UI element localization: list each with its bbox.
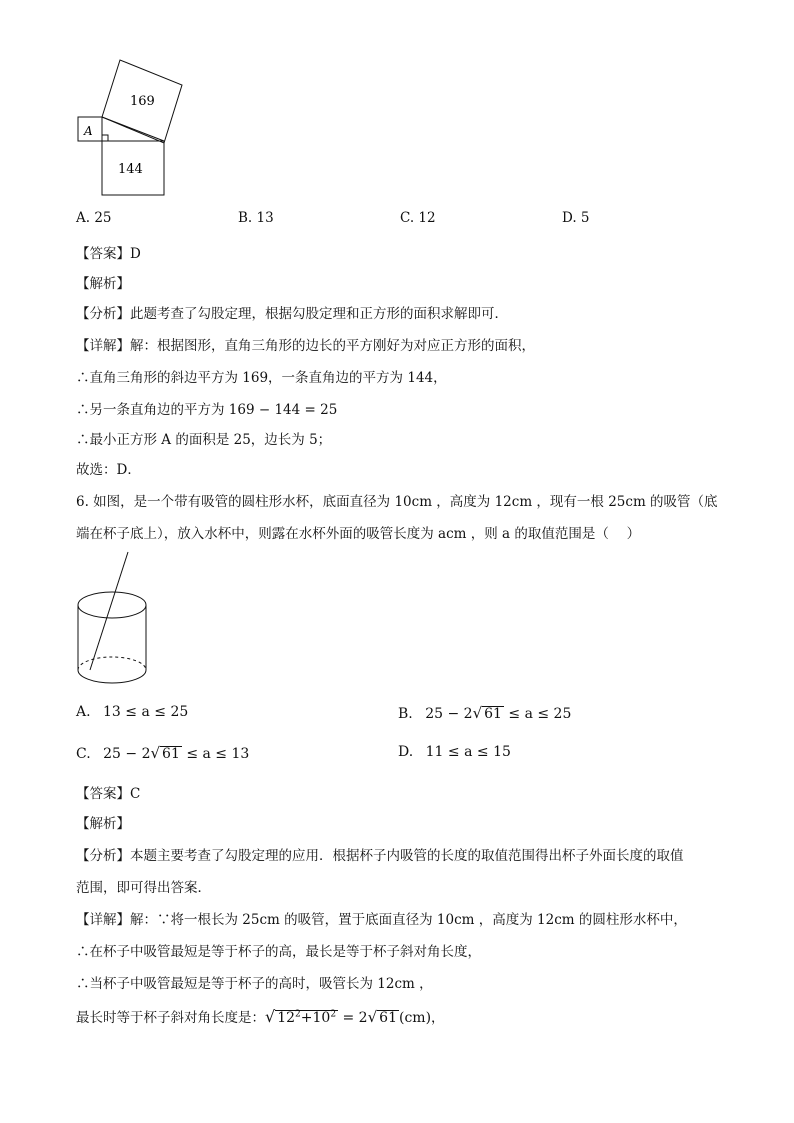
q5-xiangjie: 【详解】解：根据图形，直角三角形的边长的平方刚好为对应正方形的面积， (76, 338, 535, 354)
q5-option-d: D. 5 (562, 210, 590, 226)
q6-question-line2: 端在杯子底上），放入水杯中，则露在水杯外面的吸管长度为 acm ，则 a 的取值范围是（ ） (76, 526, 641, 542)
q6-option-d-expr: 11 ≤ a ≤ 15 (425, 744, 511, 760)
cylinder-straw-figure (70, 550, 160, 690)
q6-analysis-header: 【解析】 (76, 816, 130, 832)
q6-fenxi-line2: 范围，即可得出答案． (76, 880, 211, 896)
q6-option-c: C. 25 − 2√ 61 ≤ a ≤ 13 (76, 744, 250, 762)
q6-option-b: B. 25 − 2√ 61 ≤ a ≤ 25 (398, 704, 572, 722)
label-169: 169 (130, 94, 155, 109)
q5-option-a: A. 25 (76, 210, 112, 226)
q5-step2: ∴另一条直角边的平方为 169 − 144 = 25 (76, 402, 338, 418)
q5-fenxi: 【分析】此题考查了勾股定理，根据勾股定理和正方形的面积求解即可． (76, 306, 508, 322)
label-144: 144 (118, 162, 143, 177)
q6-option-d: D. 11 ≤ a ≤ 15 (398, 744, 511, 760)
straw (90, 552, 128, 670)
q6-question-line1: 6. 如图，是一个带有吸管的圆柱形水杯，底面直径为 10cm ，高度为 12cm ，现有一根 25cm 的吸管（底 (76, 494, 718, 510)
q5-step3: ∴最小正方形 A 的面积是 25，边长为 5； (76, 432, 332, 448)
q6-step2: ∴当杯子中吸管最短是等于杯子的高时，吸管长为 12cm ， (76, 976, 433, 992)
q6-answer: 【答案】C (76, 786, 141, 802)
q5-step1: ∴直角三角形的斜边平方为 169，一条直角边的平方为 144， (76, 370, 447, 386)
q6-option-c-expr: 25 − 2√ 61 ≤ a ≤ 13 (103, 744, 250, 762)
q6-option-a: A. 13 ≤ a ≤ 25 (76, 704, 189, 720)
q6-step1: ∴在杯子中吸管最短是等于杯子的高，最长是等于杯子斜对角长度， (76, 944, 481, 960)
q5-conclusion: 故选：D． (76, 462, 141, 478)
q6-fenxi-line1: 【分析】本题主要考查了勾股定理的应用．根据杯子内吸管的长度的取值范围得出杯子外面长度的取值 (76, 848, 684, 864)
q5-answer: 【答案】D (76, 246, 141, 262)
q6-step3: 最长时等于杯子斜对角长度是：√ $12^2+10^2 = 2√$ 61 (cm)， (76, 1007, 445, 1026)
pythagoras-squares-figure (70, 55, 200, 200)
q5-option-c: C. 12 (400, 210, 436, 226)
label-a: A (84, 124, 93, 138)
q6-option-b-expr: 25 − 2√ 61 ≤ a ≤ 25 (425, 704, 572, 722)
cylinder-top (78, 592, 146, 618)
q5-analysis-header: 【解析】 (76, 276, 130, 292)
q5-option-b: B. 13 (238, 210, 274, 226)
q6-option-a-expr: 13 ≤ a ≤ 25 (103, 704, 189, 720)
q6-xiangjie: 【详解】解：∵将一根长为 25cm 的吸管，置于底面直径为 10cm ，高度为 12cm 的圆柱形水杯中， (76, 912, 687, 928)
